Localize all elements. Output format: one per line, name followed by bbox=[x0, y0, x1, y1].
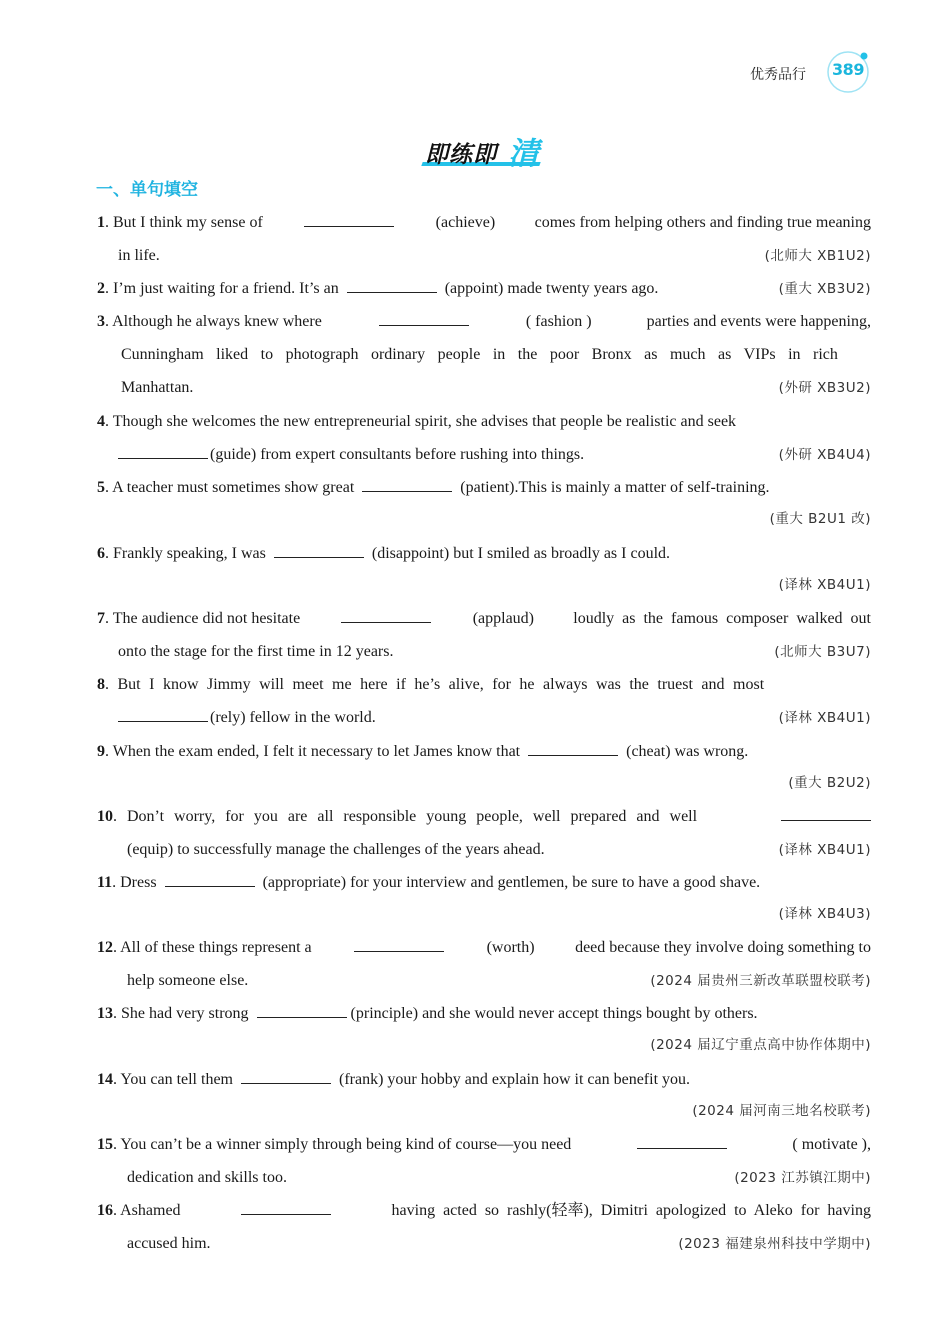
page-number: 389 bbox=[832, 60, 864, 79]
q-text: fellow in the world. bbox=[249, 709, 376, 726]
q-word: (worth) bbox=[486, 939, 535, 956]
answer-blank[interactable] bbox=[528, 741, 618, 756]
q-word: ( fashion ) bbox=[525, 313, 592, 330]
q-text: . I’m just waiting for a friend. It’s an bbox=[105, 280, 339, 297]
q-text: to successfully manage the challenges of the years ahead. bbox=[177, 841, 545, 858]
q-text: and she would never accept things bought by others. bbox=[422, 1005, 758, 1022]
q-text: Manhattan. bbox=[121, 379, 194, 396]
question-8 bbox=[97, 668, 871, 735]
q-text: having acted so rashly(轻率), Dimitri apologized to Aleko for having bbox=[391, 1202, 871, 1219]
page-title bbox=[420, 128, 560, 172]
q-number: 15 bbox=[97, 1136, 113, 1153]
q-source: (重大 XB3U2) bbox=[778, 281, 871, 297]
q-text: . A teacher must sometimes show great bbox=[105, 479, 355, 496]
q-text: for your interview and gentlemen, be sure to have a good shave. bbox=[350, 874, 761, 891]
question-2 bbox=[97, 272, 871, 306]
q-number: 10 bbox=[97, 808, 113, 825]
q-number: 14 bbox=[97, 1071, 113, 1088]
question-11 bbox=[97, 866, 887, 930]
q-text: Cunningham liked to photograph ordinary people in the poor Bronx as much as VIPs in rich bbox=[121, 346, 838, 363]
q-text: was wrong. bbox=[674, 743, 749, 760]
q-text: loudly as the famous composer walked out bbox=[573, 610, 871, 627]
question-5 bbox=[97, 471, 887, 535]
q-text: in life. bbox=[118, 247, 160, 264]
q-source: (译林 XB4U1) bbox=[778, 577, 871, 593]
q-word: (rely) bbox=[210, 709, 246, 726]
q-word: (applaud) bbox=[472, 610, 535, 627]
q-number: 11 bbox=[97, 874, 113, 891]
question-12 bbox=[97, 931, 871, 998]
q-text: comes from helping others and finding true meaning bbox=[534, 214, 871, 231]
q-number: 12 bbox=[97, 939, 113, 956]
q-source: (2024 届贵州三新改革联盟校联考) bbox=[650, 973, 871, 989]
q-text: deed because they involve doing something to bbox=[575, 939, 871, 956]
q-word: (appoint) bbox=[444, 280, 504, 297]
q-text: . Dress bbox=[112, 874, 157, 891]
q-text: . Ashamed bbox=[113, 1202, 181, 1219]
q-text: . But I know Jimmy will meet me here if he’s alive, for he always was the truest and most bbox=[105, 676, 765, 693]
q-text: . You can tell them bbox=[113, 1071, 233, 1088]
q-number: 3 bbox=[97, 313, 105, 330]
q-text: made twenty years ago. bbox=[507, 280, 659, 297]
q-text: . She had very strong bbox=[113, 1005, 249, 1022]
q-source: (北师大 XB1U2) bbox=[764, 248, 871, 264]
answer-blank[interactable] bbox=[118, 444, 208, 459]
q-text: . The audience did not hesitate bbox=[105, 610, 301, 627]
q-source: (2024 届辽宁重点高中协作体期中) bbox=[650, 1037, 871, 1053]
q-text: parties and events were happening, bbox=[646, 313, 871, 330]
q-source: (重大 B2U2) bbox=[788, 775, 871, 791]
q-source: (外研 XB4U4) bbox=[778, 447, 871, 463]
q-source: (2023 江苏镇江期中) bbox=[734, 1170, 871, 1186]
q-number: 2 bbox=[97, 280, 105, 297]
q-source: (北师大 B3U7) bbox=[774, 644, 871, 660]
question-14 bbox=[97, 1063, 871, 1127]
answer-blank[interactable] bbox=[637, 1134, 727, 1149]
question-3 bbox=[97, 305, 871, 405]
question-4 bbox=[97, 405, 871, 472]
q-word: (appropriate) bbox=[262, 874, 347, 891]
title-main: 即练即 bbox=[425, 142, 497, 168]
answer-blank[interactable] bbox=[274, 543, 364, 558]
q-text: . But I think my sense of bbox=[105, 214, 263, 231]
q-text: your hobby and explain how it can benefit you. bbox=[387, 1071, 691, 1088]
title-accent: 清 bbox=[508, 136, 539, 172]
q-source: (译林 XB4U1) bbox=[778, 710, 871, 726]
answer-blank[interactable] bbox=[354, 937, 444, 952]
q-number: 9 bbox=[97, 743, 105, 760]
q-word: (equip) bbox=[127, 841, 174, 858]
answer-blank[interactable] bbox=[341, 608, 431, 623]
q-text: help someone else. bbox=[127, 972, 249, 989]
q-text: from expert consultants before rushing into things. bbox=[260, 446, 585, 463]
q-number: 5 bbox=[97, 479, 105, 496]
q-text: This is mainly a matter of self-training. bbox=[518, 479, 770, 496]
answer-blank[interactable] bbox=[241, 1200, 331, 1215]
q-text: . When the exam ended, I felt it necessary to let James know that bbox=[105, 743, 521, 760]
page-number-badge bbox=[826, 50, 870, 94]
q-number: 1 bbox=[97, 214, 105, 231]
q-text: . Frankly speaking, I was bbox=[105, 545, 266, 562]
q-word: (guide) bbox=[210, 446, 257, 463]
q-text: onto the stage for the first time in 12 years. bbox=[118, 643, 394, 660]
q-word: (frank) bbox=[339, 1071, 384, 1088]
answer-blank[interactable] bbox=[362, 477, 452, 492]
question-16 bbox=[97, 1194, 871, 1261]
q-text: dedication and skills too. bbox=[127, 1169, 287, 1186]
question-13 bbox=[97, 997, 871, 1061]
q-number: 8 bbox=[97, 676, 105, 693]
q-word: (patient). bbox=[460, 479, 519, 496]
q-number: 7 bbox=[97, 610, 105, 627]
q-text: . Don’t worry, for you are all responsible young people, well prepared and well bbox=[113, 808, 698, 825]
section-heading: 一、单句填空 bbox=[96, 180, 198, 200]
q-text: accused him. bbox=[127, 1235, 211, 1252]
q-source: (2024 届河南三地名校联考) bbox=[692, 1103, 871, 1119]
answer-blank[interactable] bbox=[165, 872, 255, 887]
q-word: (disappoint) bbox=[371, 545, 450, 562]
answer-blank[interactable] bbox=[379, 311, 469, 326]
q-word: (achieve) bbox=[435, 214, 496, 231]
answer-blank[interactable] bbox=[257, 1003, 347, 1018]
question-9 bbox=[97, 735, 871, 799]
q-source: (译林 XB4U1) bbox=[778, 842, 871, 858]
q-text: . Though she welcomes the new entrepreneurial spirit, she advises that people be realistic and seek bbox=[105, 413, 737, 430]
answer-blank[interactable] bbox=[304, 212, 394, 227]
q-word: ( motivate ), bbox=[792, 1136, 871, 1153]
header-label: 优秀品行 bbox=[750, 67, 806, 83]
q-source: (外研 XB3U2) bbox=[778, 380, 871, 396]
question-10 bbox=[97, 800, 871, 867]
q-text: . All of these things represent a bbox=[113, 939, 312, 956]
q-source: (译林 XB4U3) bbox=[778, 906, 871, 922]
question-7 bbox=[97, 602, 871, 669]
answer-blank[interactable] bbox=[781, 806, 871, 821]
answer-blank[interactable] bbox=[118, 707, 208, 722]
question-6 bbox=[97, 537, 871, 601]
q-number: 16 bbox=[97, 1202, 113, 1219]
q-word: (principle) bbox=[350, 1005, 419, 1022]
question-1 bbox=[97, 206, 871, 273]
q-number: 6 bbox=[97, 545, 105, 562]
answer-blank[interactable] bbox=[347, 278, 437, 293]
q-text: . Although he always knew where bbox=[105, 313, 322, 330]
q-number: 13 bbox=[97, 1005, 113, 1022]
q-text: . You can’t be a winner simply through being kind of course—you need bbox=[113, 1136, 572, 1153]
question-15 bbox=[97, 1128, 871, 1195]
answer-blank[interactable] bbox=[241, 1069, 331, 1084]
q-source: (2023 福建泉州科技中学期中) bbox=[678, 1236, 871, 1252]
q-text: but I smiled as broadly as I could. bbox=[453, 545, 671, 562]
q-word: (cheat) bbox=[626, 743, 671, 760]
q-source: (重大 B2U1 改) bbox=[769, 511, 871, 527]
q-number: 4 bbox=[97, 413, 105, 430]
